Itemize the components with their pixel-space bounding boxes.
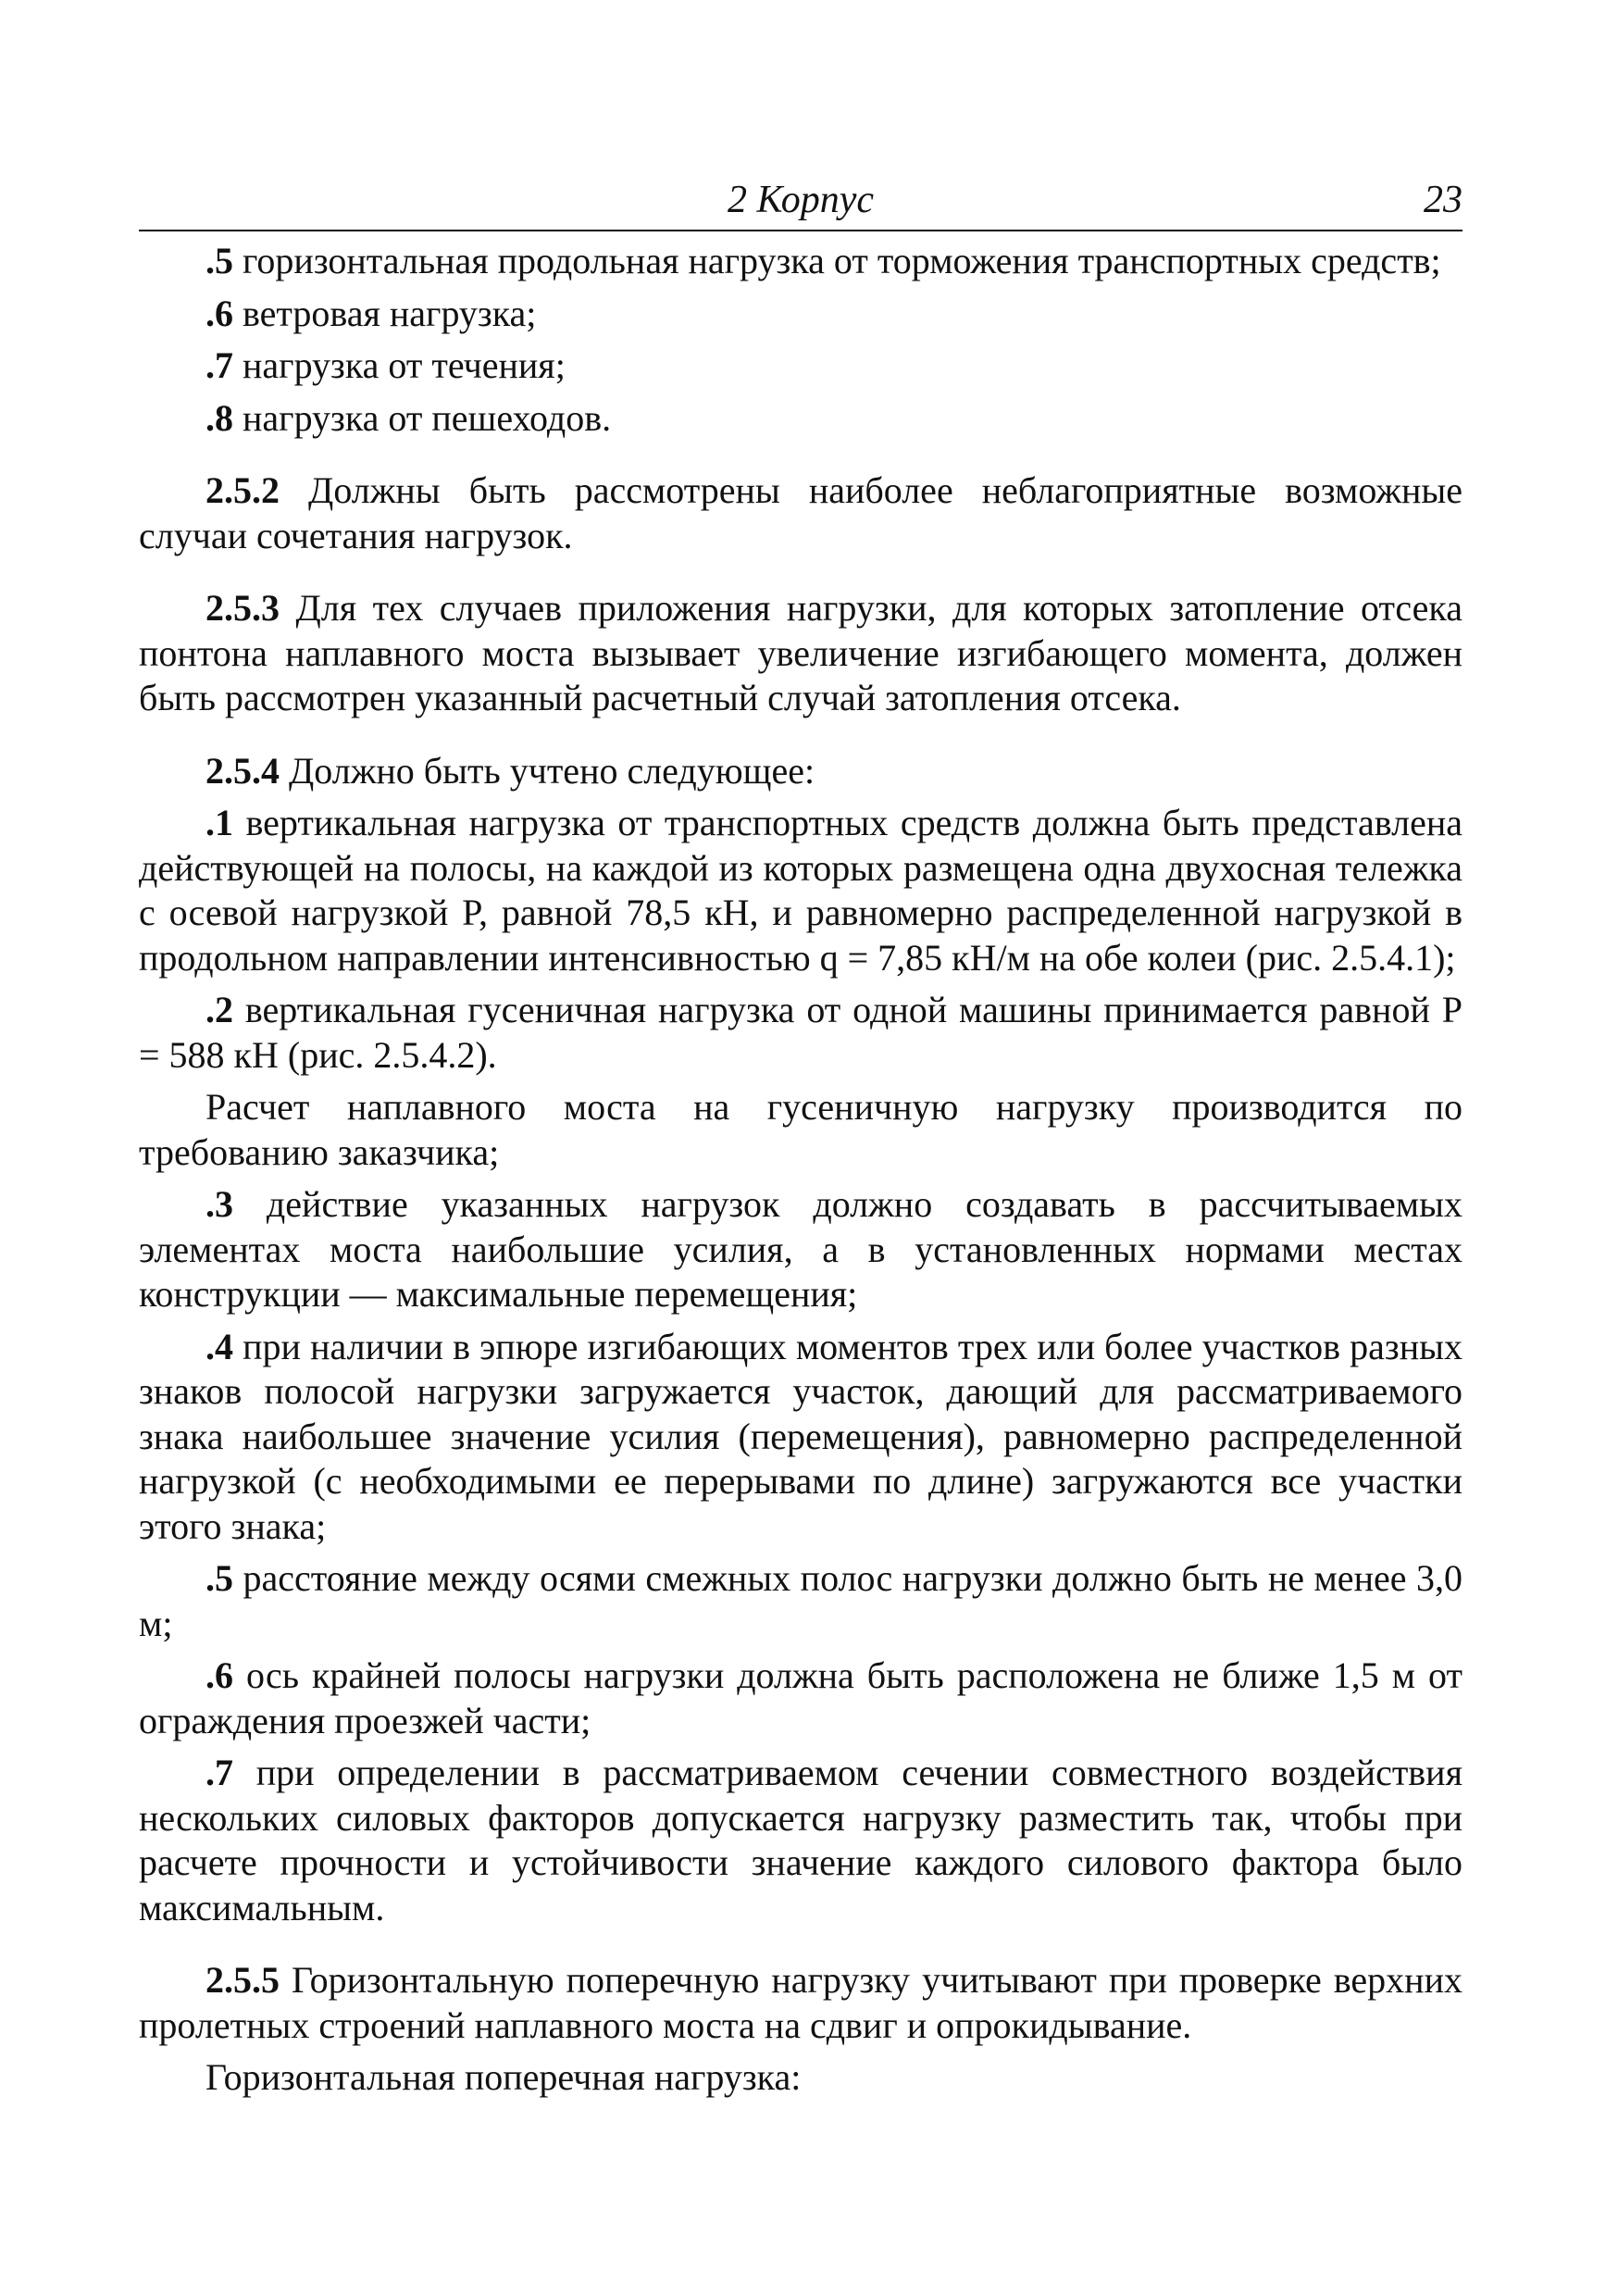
list-item [139, 1325, 1462, 1550]
item-number: .8 [205, 396, 233, 439]
clause-text: Горизонтальную поперечную нагрузку учитывают при проверке верхних пролетных строений наплавного моста на сдвиг и опрокидывание. [139, 1959, 1462, 2046]
clause-number: 2.5.2 [205, 469, 280, 511]
clause-number: 2.5.5 [205, 1959, 280, 2001]
list-item [139, 239, 1462, 284]
list-item [139, 396, 1462, 442]
item-text: при определении в рассматриваемом сечении совместного воздействия нескольких силовых факторов допускается нагрузку разместить так, чтобы при расчете прочности и устойчивости значение каждого силового фактора было максимальным. [139, 1752, 1462, 1928]
item-text: вертикальная гусеничная нагрузка от одной машины принимается равной P = 588 кН (рис. 2.5.4.2). [139, 989, 1462, 1076]
item-number: .3 [205, 1183, 233, 1225]
item-text: ветровая нагрузка; [233, 292, 537, 334]
list-item [139, 988, 1462, 1078]
list-item [139, 292, 1462, 337]
list-item [139, 1653, 1462, 1743]
item-number: .1 [205, 802, 233, 843]
clause-2-5-5 [139, 1958, 1462, 2048]
running-header [139, 167, 1462, 231]
clause-text: Должны быть рассмотрены наиболее неблагоприятные возможные случаи сочетания нагрузок. [139, 469, 1462, 556]
clause-text: Для тех случаев приложения нагрузки, для которых затопление отсека понтона наплавного моста вызывает увеличение изгибающего момента, должен быть рассмотрен указанный расчетный случай затопления отсека. [139, 587, 1462, 718]
list-item [139, 343, 1462, 389]
paragraph: Расчет наплавного моста на гусеничную нагрузку производится по требованию заказчика; [139, 1086, 1462, 1173]
item-text: вертикальная нагрузка от транспортных средств должна быть представлена действующей на полосы, на каждой из которых размещена одна двухосная тележка с осевой нагрузкой P, равной 78,5 кН, и равномерно распределенной нагрузкой в продольном направлении интенсивностью q = 7,85 кН/м на обе колеи (рис. 2.5.4.1); [139, 802, 1462, 979]
clause-2-5-3 [139, 586, 1462, 721]
item-text: при наличии в эпюре изгибающих моментов трех или более участков разных знаков полосой нагрузки загружается участок, дающий для рассматриваемого знака наибольшее значение усилия (перемещения), равномерно распределенной нагрузкой (с необходимыми ее перерывами по длине) загружаются все участки этого знака; [139, 1325, 1462, 1547]
clause-number: 2.5.4 [205, 749, 280, 792]
paragraph: Горизонтальная поперечная нагрузка: [205, 2056, 802, 2098]
item-number: .6 [205, 292, 233, 334]
page-number: 23 [1424, 179, 1462, 221]
item-text: нагрузка от пешеходов. [233, 396, 612, 439]
clause-text: Должно быть учтено следующее: [280, 749, 815, 792]
item-number: .6 [205, 1654, 233, 1696]
item-number: .5 [205, 1557, 233, 1599]
document-body [139, 239, 1462, 2101]
clause-number: 2.5.3 [205, 587, 280, 629]
list-item [139, 1182, 1462, 1317]
list-item [139, 1556, 1462, 1646]
item-number: .4 [205, 1325, 233, 1367]
item-text: горизонтальная продольная нагрузка от торможения транспортных средств; [233, 240, 1441, 281]
item-text: ось крайней полосы нагрузки должна быть расположена не ближе 1,5 м от ограждения проезжей части; [139, 1654, 1462, 1741]
list-item [139, 1751, 1462, 1930]
item-text: расстояние между осями смежных полос нагрузки должно быть не менее 3,0 м; [139, 1557, 1462, 1644]
item-text: действие указанных нагрузок должно создавать в рассчитываемых элементах моста наибольшие усилия, а в установленных нормами местах конструкции — максимальные перемещения; [139, 1183, 1462, 1315]
item-number: .7 [205, 1752, 233, 1793]
clause-2-5-4 [139, 749, 1462, 794]
item-number: .5 [205, 240, 233, 281]
item-text: нагрузка от течения; [233, 344, 566, 386]
list-item [139, 801, 1462, 980]
item-number: .7 [205, 344, 233, 386]
clause-2-5-2 [139, 468, 1462, 558]
document-page [139, 167, 1462, 2101]
running-header-title: 2 Корпус [727, 179, 875, 221]
item-number: .2 [205, 989, 233, 1030]
